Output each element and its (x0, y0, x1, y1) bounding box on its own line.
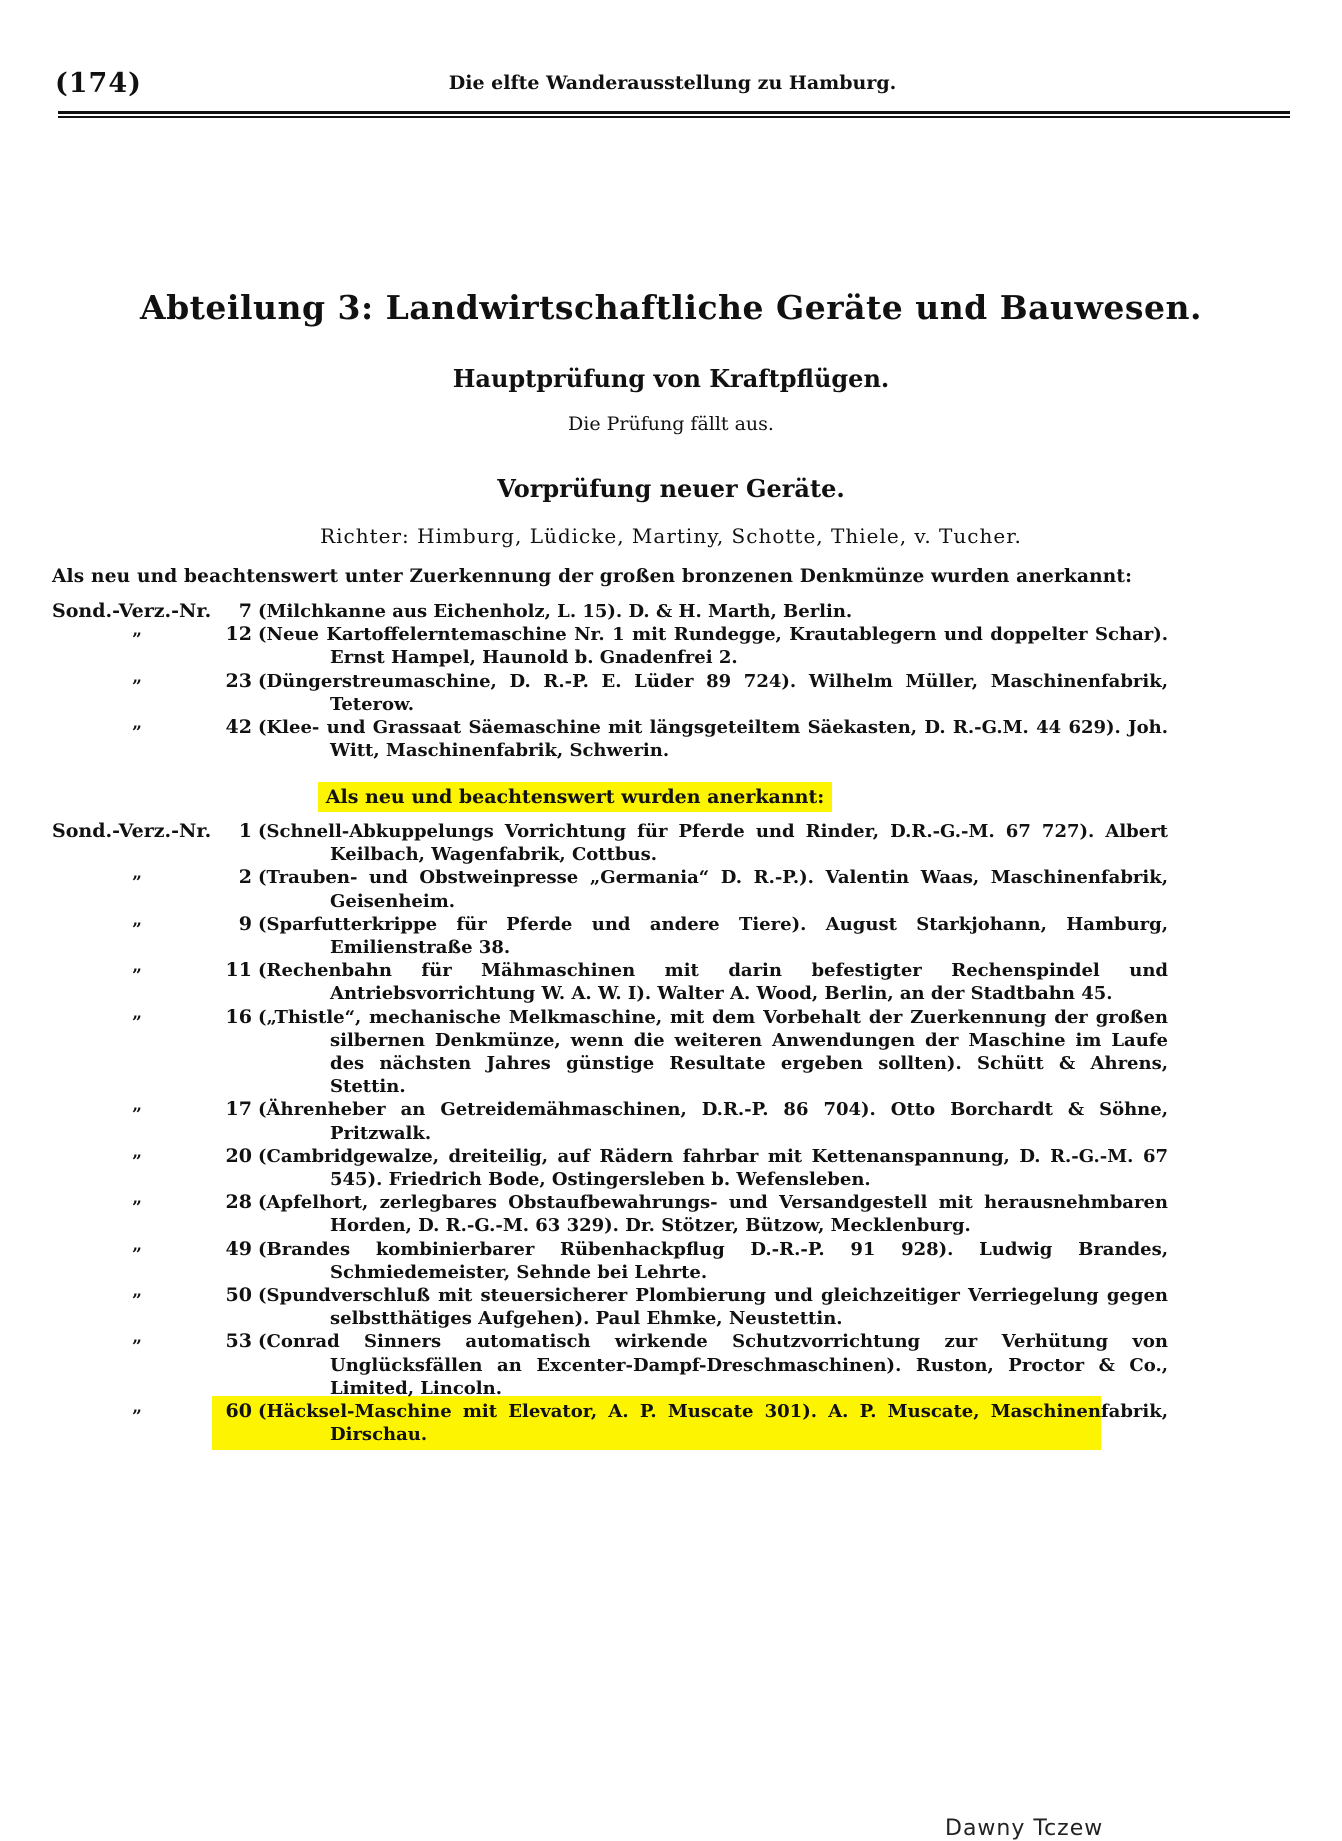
ditto-mark: ” (132, 1012, 142, 1033)
entry-text: (Klee- und Grassaat Säemaschine mit längsgeteiltem Säekasten, D. R.-G.M. 44 629). Joh. Witt, Maschinenfabrik, Schwerin. (258, 717, 1168, 762)
entry-number: 2 (238, 866, 252, 889)
entry-text: (Trauben- und Obstweinpresse „Germania“ D. R.-P.). Valentin Waas, Maschinenfabrik, Geisenheim. (258, 867, 1168, 912)
ditto-mark: ” (132, 630, 142, 651)
entry-number: 12 (225, 623, 252, 646)
list-item (0, 1238, 1342, 1284)
entry-number: 17 (225, 1098, 252, 1121)
entry-text: (Düngerstreumaschine, D. R.-P. E. Lüder 89 724). Wilhelm Müller, Maschinenfabrik, Teterow. (258, 670, 1168, 715)
entry-number: 49 (225, 1237, 252, 1260)
judges-line: Richter: Himburg, Lüdicke, Martiny, Schotte, Thiele, v. Tucher. (320, 524, 1022, 548)
ditto-mark: ” (132, 1244, 142, 1265)
entry-label: Sond.-Verz.-Nr. (52, 820, 212, 842)
ditto-mark: ” (132, 966, 142, 987)
ditto-mark: ” (132, 1291, 142, 1312)
entry-label: Sond.-Verz.-Nr. (52, 600, 212, 622)
list-item (0, 670, 1342, 716)
list-item (0, 913, 1342, 959)
bronze-medal-intro: Als neu und beachtenswert unter Zuerkennung der großen bronzenen Denkmünze wurden anerkannt: (52, 566, 1133, 587)
entry-number: 28 (225, 1191, 252, 1214)
entry-text: (Apfelhort, zerlegbares Obstaufbewahrungs- und Versandgestell mit herausnehmbaren Horden, D. R.-G.-M. 63 329). Dr. Stötzer, Bützow, Mecklenburg. (258, 1192, 1168, 1237)
section-title: Abteilung 3: Landwirtschaftliche Geräte und Bauwesen. (140, 288, 1202, 327)
page-number: (174) (55, 68, 142, 99)
main-test-note: Die Prüfung fällt aus. (568, 413, 774, 435)
entry-number: 23 (225, 669, 252, 692)
header-rule-bottom (58, 116, 1290, 118)
ditto-mark: ” (132, 723, 142, 744)
ditto-mark: ” (132, 1407, 142, 1428)
entry-number: 53 (225, 1330, 252, 1353)
entry-text: (Milchkanne aus Eichenholz, L. 15). D. & H. Marth, Berlin. (258, 601, 853, 622)
list-item (0, 1006, 1342, 1099)
entry-text: (Cambridgewalze, dreiteilig, auf Rädern fahrbar mit Kettenanspannung, D. R.-G.-M. 67 545). Friedrich Bode, Ostingersleben b. Wefensleben. (258, 1145, 1168, 1191)
entry-text: (Häcksel-Maschine mit Elevator, A. P. Muscate 301). A. P. Muscate, Maschinenfabrik, Dirschau. (258, 1401, 1168, 1446)
entry-number: 9 (238, 912, 252, 935)
list-item (0, 1191, 1342, 1237)
ditto-mark: ” (132, 1198, 142, 1219)
entry-number: 11 (225, 959, 252, 982)
entry-text: (Neue Kartoffelerntemaschine Nr. 1 mit Rundegge, Krautablegern und doppelter Schar). Ernst Hampel, Haunold b. Gnadenfrei 2. (258, 624, 1168, 669)
list-item (0, 820, 1342, 866)
list-item (0, 600, 1342, 623)
entry-text: (Spundverschluß mit steuersicherer Plombierung und gleichzeitiger Verriegelung gegen selbstthätiges Aufgehen). Paul Ehmke, Neustettin. (258, 1285, 1168, 1330)
entry-text: (Schnell-Abkuppelungs Vorrichtung für Pferde und Rinder, D.R.-G.-M. 67 727). Albert Keilbach, Wagenfabrik, Cottbus. (258, 821, 1168, 866)
ditto-mark: ” (132, 919, 142, 940)
preliminary-test-heading: Vorprüfung neuer Geräte. (497, 474, 845, 503)
list-item (0, 959, 1342, 1005)
entry-number: 20 (225, 1144, 252, 1167)
entry-number: 50 (225, 1284, 252, 1307)
bronze-entries-list (0, 600, 1342, 762)
highlighted-recognized-heading (318, 782, 832, 812)
header-rule-top (58, 111, 1290, 114)
list-item (0, 866, 1342, 912)
ditto-mark: ” (132, 873, 142, 894)
ditto-mark: ” (132, 1105, 142, 1126)
entry-number: 1 (238, 820, 252, 842)
main-test-heading: Hauptprüfung von Kraftpflügen. (452, 364, 890, 393)
entry-text: (Rechenbahn für Mähmaschinen mit darin befestigter Rechenspindel und Antriebsvorrichtung W. A. W. I). Walter A. Wood, Berlin, an der Stadtbahn 45. (258, 960, 1168, 1005)
running-header (55, 68, 1290, 104)
entry-number: 16 (225, 1005, 252, 1028)
list-item (0, 1330, 1342, 1400)
entry-number: 60 (225, 1400, 252, 1423)
list-item (0, 716, 1342, 762)
entry-number: 7 (238, 600, 252, 622)
entry-text: („Thistle“, mechanische Melkmaschine, mit dem Vorbehalt der Zuerkennung der großen silbernen Denkmünze, wenn die weiteren Anwendungen der Maschine im Laufe des nächsten Jahres günstige Resultate ergeben sollten). Schütt & Ahrens, Stettin. (258, 1006, 1168, 1098)
ditto-mark: ” (132, 1151, 142, 1172)
list-item (0, 1145, 1342, 1191)
ditto-mark: ” (132, 676, 142, 697)
entry-number: 42 (225, 716, 252, 739)
entry-text: (Conrad Sinners automatisch wirkende Schutzvorrichtung zur Verhütung von Unglücksfällen an Excenter-Dampf-Dreschmaschinen). Ruston, Proctor & Co., Limited, Lincoln. (258, 1331, 1168, 1399)
list-item (0, 1098, 1342, 1144)
watermark: Dawny Tczew (945, 1816, 1104, 1841)
list-item (0, 1284, 1342, 1330)
entry-text: (Ährenheber an Getreidemähmaschinen, D.R.-P. 86 704). Otto Borchardt & Söhne, Pritzwalk. (258, 1099, 1168, 1144)
running-title: Die elfte Wanderausstellung zu Hamburg. (448, 72, 897, 94)
ditto-mark: ” (132, 1337, 142, 1358)
entry-text: (Brandes kombinierbarer Rübenhackpflug D.-R.-P. 91 928). Ludwig Brandes, Schmiedemeister, Sehnde bei Lehrte. (258, 1238, 1168, 1283)
recognized-heading-text: Als neu und beachtenswert wurden anerkannt: (325, 786, 825, 808)
list-item (0, 623, 1342, 669)
list-item-highlighted (0, 1400, 1342, 1446)
entry-text: (Sparfutterkrippe für Pferde und andere Tiere). August Starkjohann, Hamburg, Emilienstraße 38. (258, 913, 1168, 959)
recognized-entries-list (0, 820, 1342, 1446)
